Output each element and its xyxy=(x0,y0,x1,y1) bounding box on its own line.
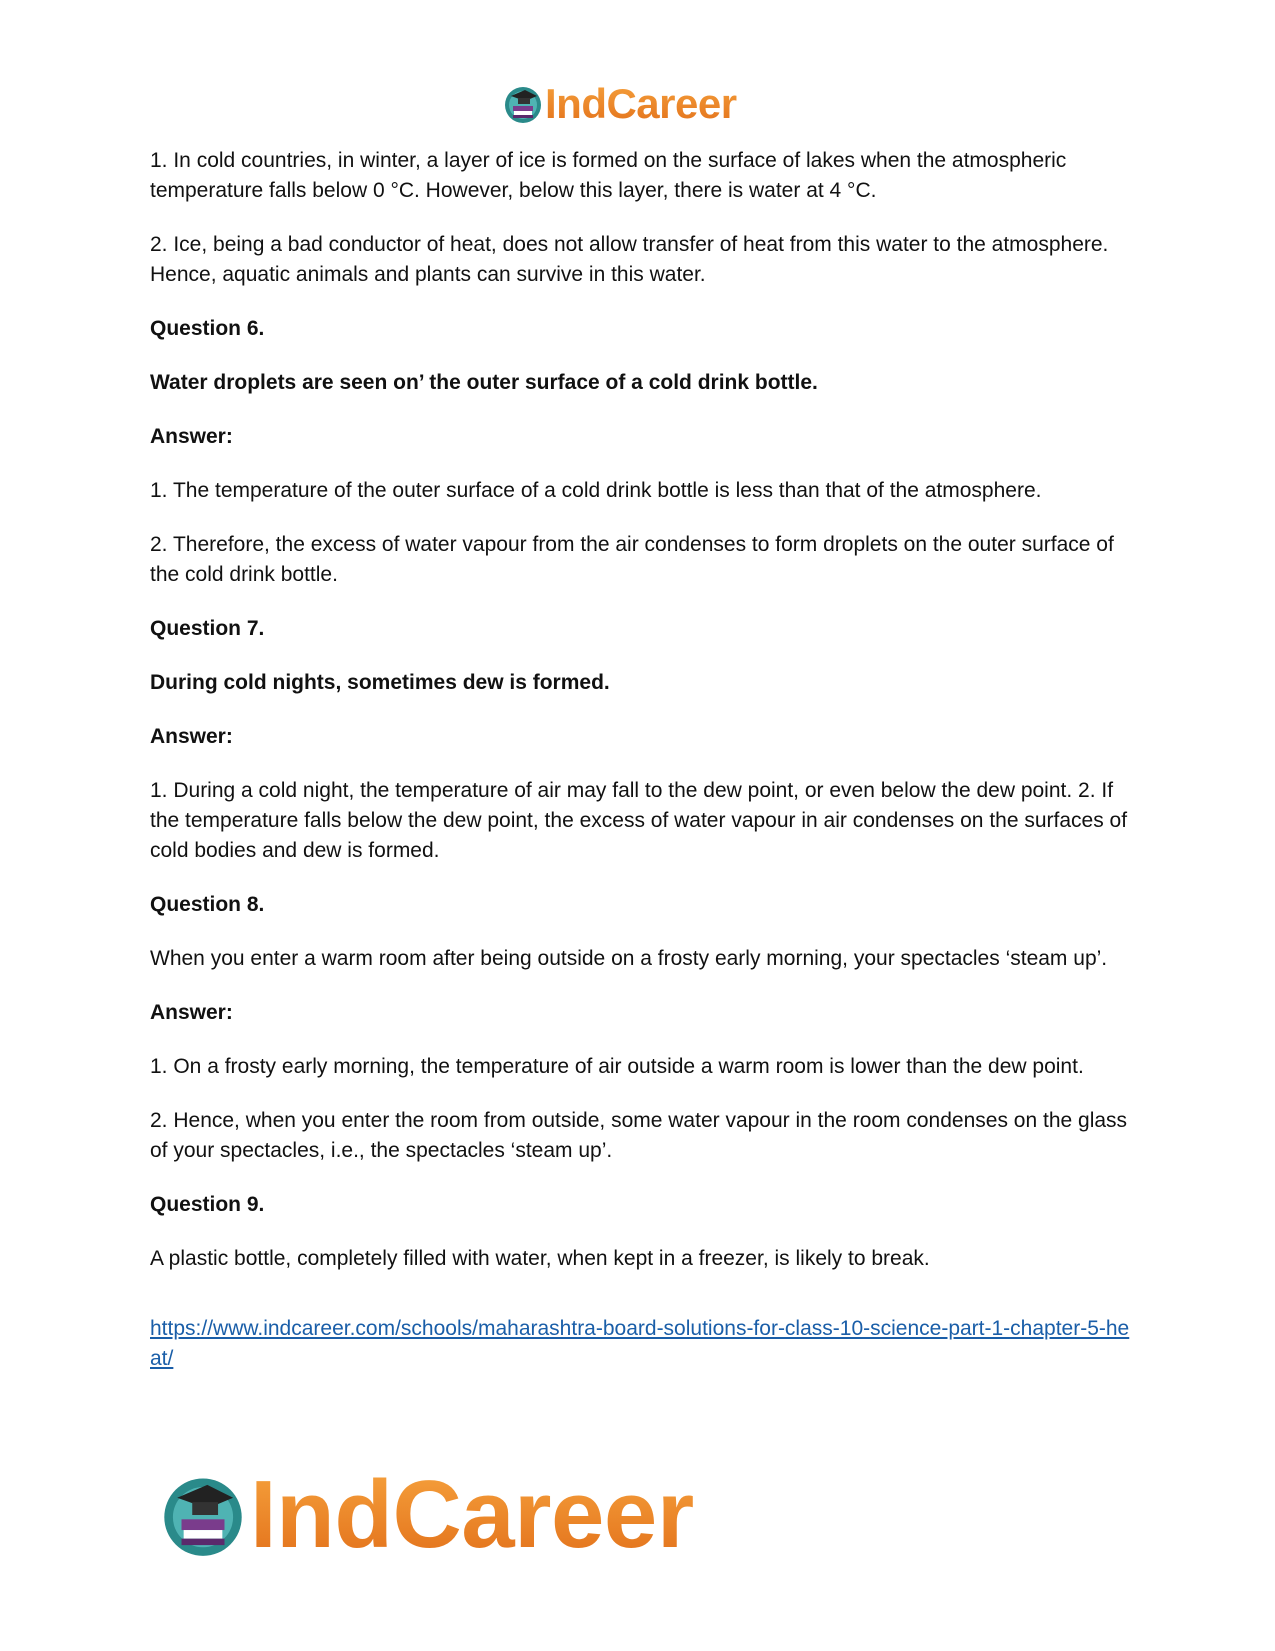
document-body xyxy=(150,146,1130,1374)
graduation-cap-books-globe-icon xyxy=(160,1472,246,1558)
question-heading: Question 7. xyxy=(150,617,265,640)
logo-wordmark: IndCareer xyxy=(545,80,737,127)
question-text: During cold nights, sometimes dew is formed. xyxy=(150,671,610,694)
paragraph: 1. During a cold night, the temperature of air may fall to the dew point, or even below the dew point. 2. If the temperature falls below the dew point, the excess of water vapour in air condenses on the surfaces of cold bodies and dew is formed. xyxy=(150,779,1128,862)
paragraph: 2. Ice, being a bad conductor of heat, does not allow transfer of heat from this water to the atmosphere. Hence, aquatic animals and plants can survive in this water. xyxy=(150,233,1109,286)
paragraph: 2. Therefore, the excess of water vapour from the air condenses to form droplets on the outer surface of the cold drink bottle. xyxy=(150,533,1114,586)
question-text: A plastic bottle, completely filled with water, when kept in a freezer, is likely to break. xyxy=(150,1247,930,1270)
paragraph: 1. The temperature of the outer surface of a cold drink bottle is less than that of the atmosphere. xyxy=(150,479,1042,502)
question-text: When you enter a warm room after being outside on a frosty early morning, your spectacles ‘steam up’. xyxy=(150,947,1108,970)
answer-heading: Answer: xyxy=(150,725,233,748)
question-heading: Question 9. xyxy=(150,1193,265,1216)
source-link[interactable]: https://www.indcareer.com/schools/maharashtra-board-solutions-for-class-10-science-part-1-chapter-5-heat/ xyxy=(150,1317,1130,1370)
question-heading: Question 8. xyxy=(150,893,265,916)
footer-logo xyxy=(160,1461,694,1568)
header-logo xyxy=(503,80,737,128)
paragraph: 2. Hence, when you enter the room from outside, some water vapour in the room condenses on the glass of your spectacles, i.e., the spectacles ‘steam up’. xyxy=(150,1109,1128,1162)
graduation-cap-books-globe-icon xyxy=(503,84,543,124)
logo-wordmark: IndCareer xyxy=(250,1461,694,1568)
question-text: Water droplets are seen on’ the outer surface of a cold drink bottle. xyxy=(150,371,818,394)
paragraph: 1. In cold countries, in winter, a layer of ice is formed on the surface of lakes when the atmospheric temperature falls below 0 °C. However, below this layer, there is water at 4 °C. xyxy=(150,149,1067,202)
answer-heading: Answer: xyxy=(150,1001,233,1024)
paragraph: 1. On a frosty early morning, the temperature of air outside a warm room is lower than the dew point. xyxy=(150,1055,1084,1078)
question-heading: Question 6. xyxy=(150,317,265,340)
answer-heading: Answer: xyxy=(150,425,233,448)
